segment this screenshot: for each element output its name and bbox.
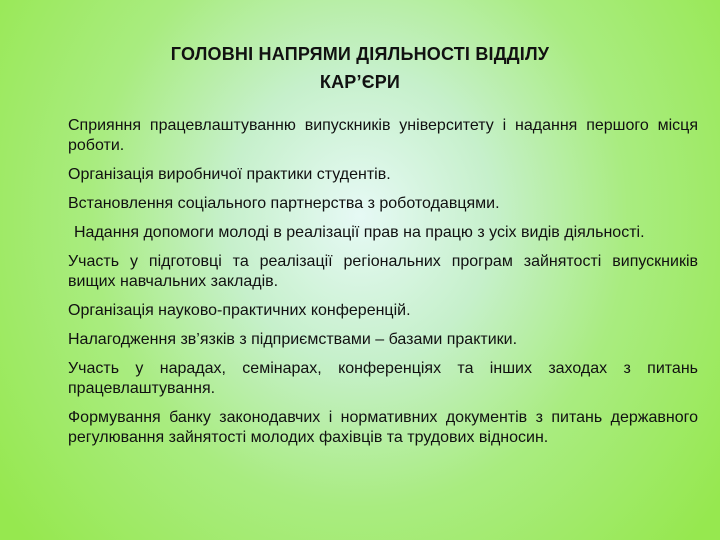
list-item: Участь у підготовці та реалізації регіональних програм зайнятості випускників вищих навчальних закладів. (68, 253, 698, 290)
list-item: Організація науково-практичних конференцій. (68, 302, 411, 319)
list-item: Налагодження зв’язків з підприємствами – базами практики. (68, 331, 518, 348)
list-item: Організація виробничої практики студентів. (68, 166, 391, 183)
list-item: Встановлення соціального партнерства з роботодавцями. (68, 195, 500, 212)
slide-title-line-1: ГОЛОВНІ НАПРЯМИ ДІЯЛЬНОСТІ ВІДДІЛУ (170, 44, 550, 64)
list-item: Сприяння працевлаштуванню випускників університету і надання першого місця роботи. (68, 117, 698, 154)
slide-title (60, 40, 660, 96)
list-item: Формування банку законодавчих і нормативних документів з питань державного регулювання зайнятості молодих фахівців та трудових відносин. (68, 409, 698, 446)
list-item: Участь у нарадах, семінарах, конференціях та інших заходах з питань працевлаштування. (68, 360, 698, 397)
list-item: Надання допомоги молоді в реалізації прав на працю з усіх видів діяльності. (74, 224, 645, 241)
directions-list (68, 116, 698, 457)
slide-title-line-2: КАР’ЄРИ (319, 72, 401, 92)
